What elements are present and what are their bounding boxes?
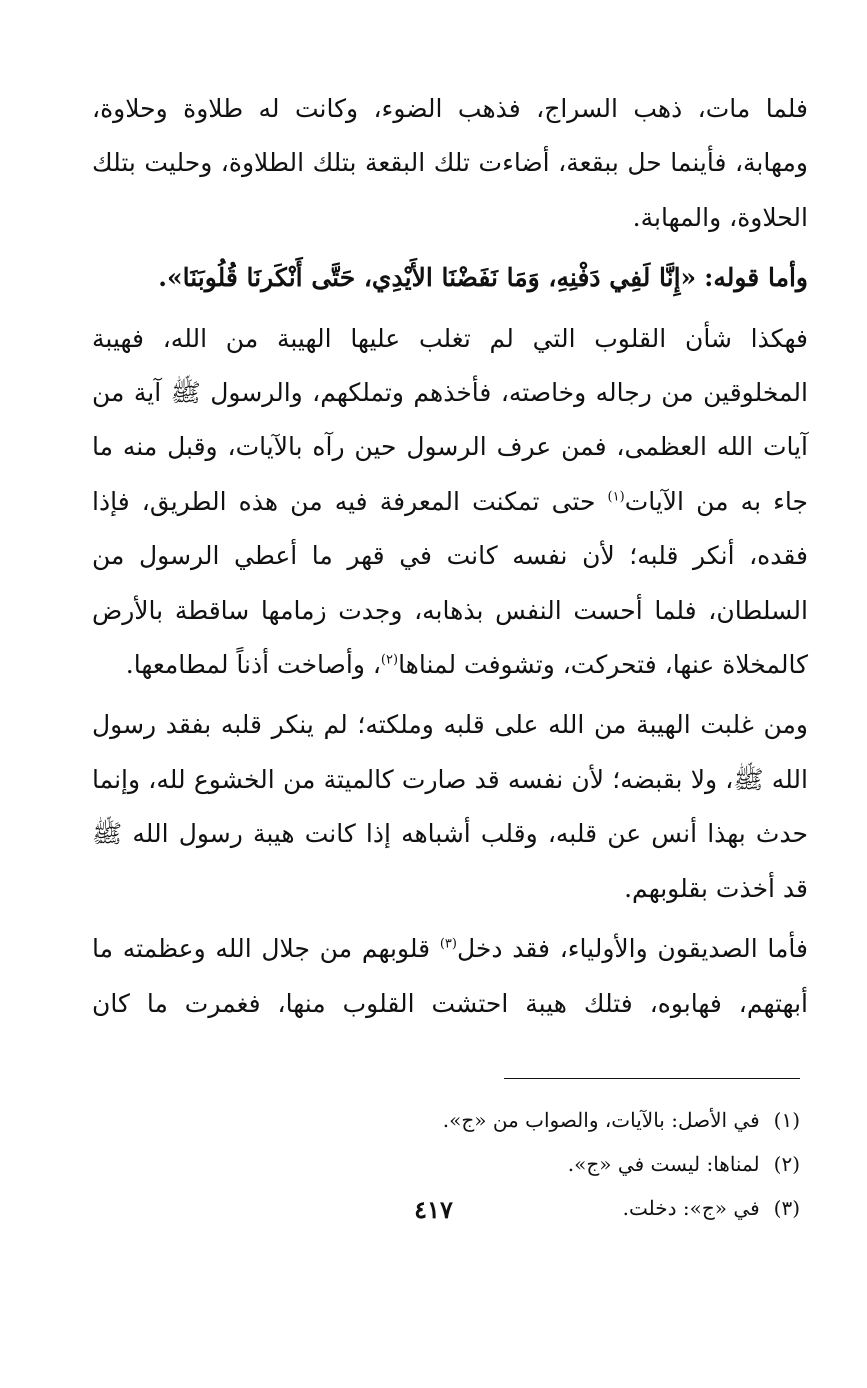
paragraph-3-part1: فهكذا شأن القلوب التي لم تغلب عليها الهيبة من الله، فهيبة المخلوقين من رجاله وخاصته، فأخذهم وتملكهم، والرسول ﷺ آية من آيات الله العظمى، فمن عرف الرسول حين رآه بالآيات، وقبل منه ما جاء به من الآيات xyxy=(92,323,809,516)
paragraph-3-part2: حتى تمكنت المعرفة فيه من هذه الطريق، فإذا فقده، أنكر قلبه؛ لأن نفسه كانت في قهر ما أعطي الرسول من السلطان، فلما أحست النفس بذهابه، وجدت زمامها ساقطة بالأرض كالمخلاة عنها، فتحركت، وتشوفت لمناها xyxy=(92,486,808,680)
paragraph-5-part2: قلوبهم من جلال الله وعظمته ما أبهتهم، فهابوه، فتلك هيبة احتشت القلوب منها، فغمرت ما كان xyxy=(92,934,808,1018)
footnote-ref-1: (١) xyxy=(607,489,625,505)
paragraph-1 xyxy=(92,82,808,245)
paragraph-5 xyxy=(92,922,808,1031)
footnote-separator xyxy=(504,1078,800,1079)
hadith-quote: «إِنَّا لَفِي دَفْنِهِ، وَمَا نَفَضْنَا الأَيْدِي، حَتَّى أَنْكَرنَا قُلُوبَنَا». xyxy=(158,263,697,293)
paragraph-5-part1: فأما الصديقون والأولياء، فقد دخل xyxy=(456,934,808,964)
footnote-1-number: (١) xyxy=(773,1108,800,1132)
paragraph-1-text: فلما مات، ذهب السراج، فذهب الضوء، وكانت له طلاوة وحلاوة، ومهابة، فأينما حل ببقعة، أضاءت تلك البقعة بتلك الطلاوة، وحليت بتلك الحلاوة، والمهابة. xyxy=(92,94,808,232)
page-body xyxy=(92,82,808,1332)
footnote-3-number: (٣) xyxy=(773,1196,800,1220)
footnote-2-text: لمناها: ليست في «ج». xyxy=(567,1152,760,1176)
page-number: ٤١٧ xyxy=(414,1195,453,1224)
footnote-1-text: في الأصل: بالآيات، والصواب من «ج». xyxy=(442,1108,760,1132)
paragraph-4-text: ومن غلبت الهيبة من الله على قلبه وملكته؛ لم ينكر قلبه بفقد رسول الله ﷺ، ولا بقبضه؛ لأن نفسه قد صارت كالميتة من الخشوع لله، وإنما حدث بهذا أنس عن قلبه، وقلب أشباهه إذا كانت هيبة رسول الله ﷺ قد أخذت بقلوبهم. xyxy=(92,710,808,903)
footnote-3-text: في «ج»: دخلت. xyxy=(622,1196,760,1220)
footnote-ref-3: (٣) xyxy=(439,936,457,952)
paragraph-3-part3: ، وأصاخت أذناً لمطامعها. xyxy=(125,650,381,680)
paragraph-2 xyxy=(92,251,808,305)
paragraph-2-lead: وأما قوله: xyxy=(704,263,808,293)
footnote-ref-2: (٢) xyxy=(380,652,399,668)
footnote-2-number: (٢) xyxy=(773,1152,800,1176)
footnote-1 xyxy=(100,1098,800,1142)
paragraph-3 xyxy=(92,312,808,693)
paragraph-4 xyxy=(92,698,808,916)
footnote-2 xyxy=(100,1142,800,1186)
